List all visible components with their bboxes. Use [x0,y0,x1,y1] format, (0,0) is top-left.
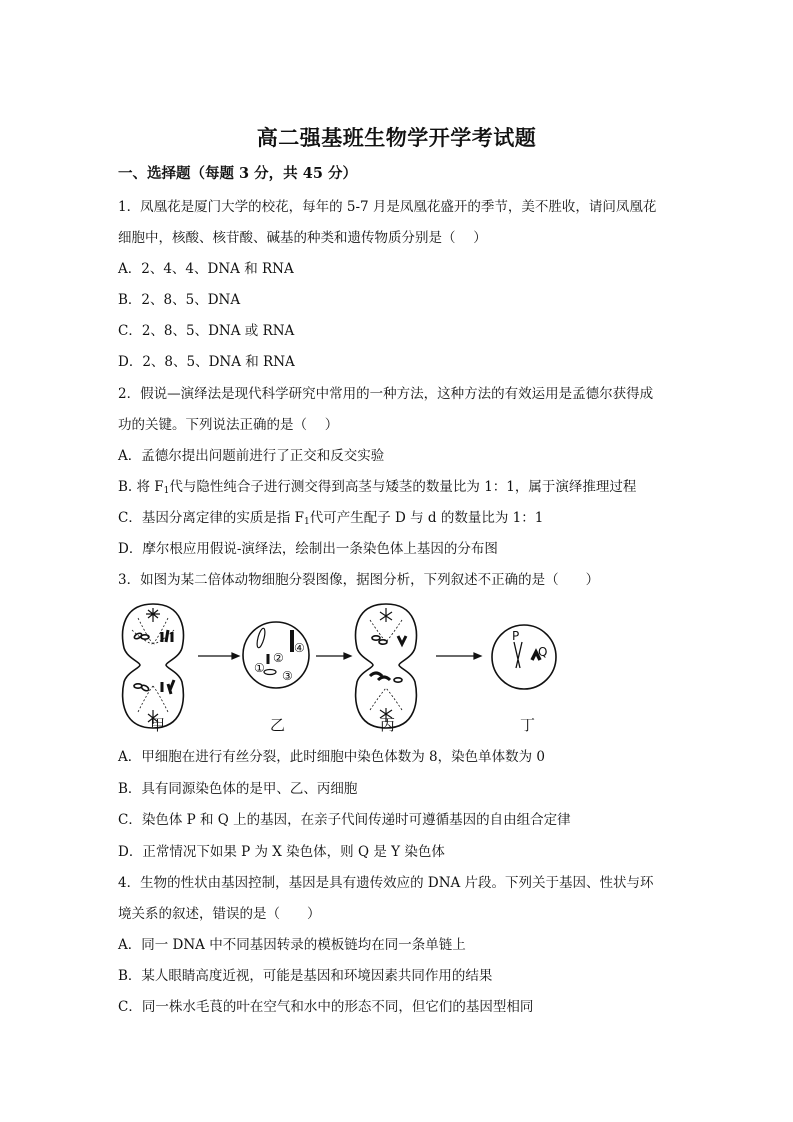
q4-option-b: B．某人眼睛高度近视，可能是基因和环境因素共同作用的结果 [118,968,493,984]
q1-option-d: D．2、8、5、DNA 和 RNA [118,354,295,370]
q4-option-a: A．同一 DNA 中不同基因转录的模板链均在同一条单链上 [118,937,466,953]
q3-option-d: D．正常情况下如果 P 为 X 染色体，则 Q 是 Y 染色体 [118,844,445,860]
figure-label-jia: 甲 [150,716,166,734]
cell-yi-markers [254,641,305,683]
marker-3: ③ [282,669,293,683]
arrow-1 [198,653,239,659]
q4-option-c: C．同一株水毛茛的叶在空气和水中的形态不同，但它们的基因型相同 [118,999,534,1015]
marker-p: P [512,629,520,643]
cell-bing [356,604,417,728]
section-heading: 一、选择题（每题 3 分，共 45 分） [118,165,357,182]
q2-option-c: C．基因分离定律的实质是指 $F_1$代可产生配子 D 与 d 的数量比为 1：1 [118,510,544,527]
q3-stem: 3．如图为某二倍体动物细胞分裂图像，据图分析，下列叙述不正确的是（ ） [118,572,600,588]
marker-1: ① [254,661,265,675]
q2-stem-line-1: 2．假说—演绎法是现代科学研究中常用的一种方法，这种方法的有效运用是孟德尔获得成 [118,386,654,402]
exam-title: 高二强基班生物学开学考试题 [256,125,537,150]
q1-option-c: C．2、8、5、DNA 或 RNA [118,323,295,339]
figure-label-yi: 乙 [270,716,286,734]
q2-option-d: D．摩尔根应用假说-演绎法，绘制出一条染色体上基因的分布图 [118,541,498,557]
q1-option-a: A．2、4、4、DNA 和 RNA [118,261,294,277]
q2-stem-line-2: 功的关键。下列说法正确的是（ ） [118,417,339,433]
arrow-3 [436,653,481,659]
marker-2: ② [273,651,284,665]
q2-option-b: B. 将 $F_1$代与隐性纯合子进行测交得到高茎与矮茎的数量比为 1：1，属于演绎推理过程 [118,479,637,496]
q1-stem-line-1: 1．凤凰花是厦门大学的校花，每年的 5-7 月是凤凰花盛开的季节，美不胜收，请问凤凰花 [118,199,657,215]
q3-option-c: C．染色体 P 和 Q 上的基因，在亲子代间传递时可遵循基因的自由组合定律 [118,812,571,828]
marker-4: ④ [294,641,305,655]
q4-stem-line-2: 境关系的叙述，错误的是（ ） [118,906,321,922]
arrow-2 [316,653,351,659]
q1-stem-line-2: 细胞中，核酸、核苷酸、碱基的种类和遗传物质分别是（ ） [118,230,487,246]
q1-option-b: B．2、8、5、DNA [118,292,241,308]
marker-q: Q [538,645,548,659]
q3-option-b: B．具有同源染色体的是甲、乙、丙细胞 [118,781,358,797]
figure-label-ding: 丁 [520,716,536,734]
q2-option-a: A．孟德尔提出问题前进行了正交和反交实验 [118,448,385,464]
cell-jia [123,604,184,728]
cell-division-figure [118,600,678,740]
q4-stem-line-1: 4．生物的性状由基因控制，基因是具有遗传效应的 DNA 片段。下列关于基因、性状与环 [118,875,654,891]
q3-option-a: A．甲细胞在进行有丝分裂，此时细胞中染色体数为 8，染色单体数为 0 [118,749,546,765]
figure-label-bing: 丙 [380,716,396,734]
